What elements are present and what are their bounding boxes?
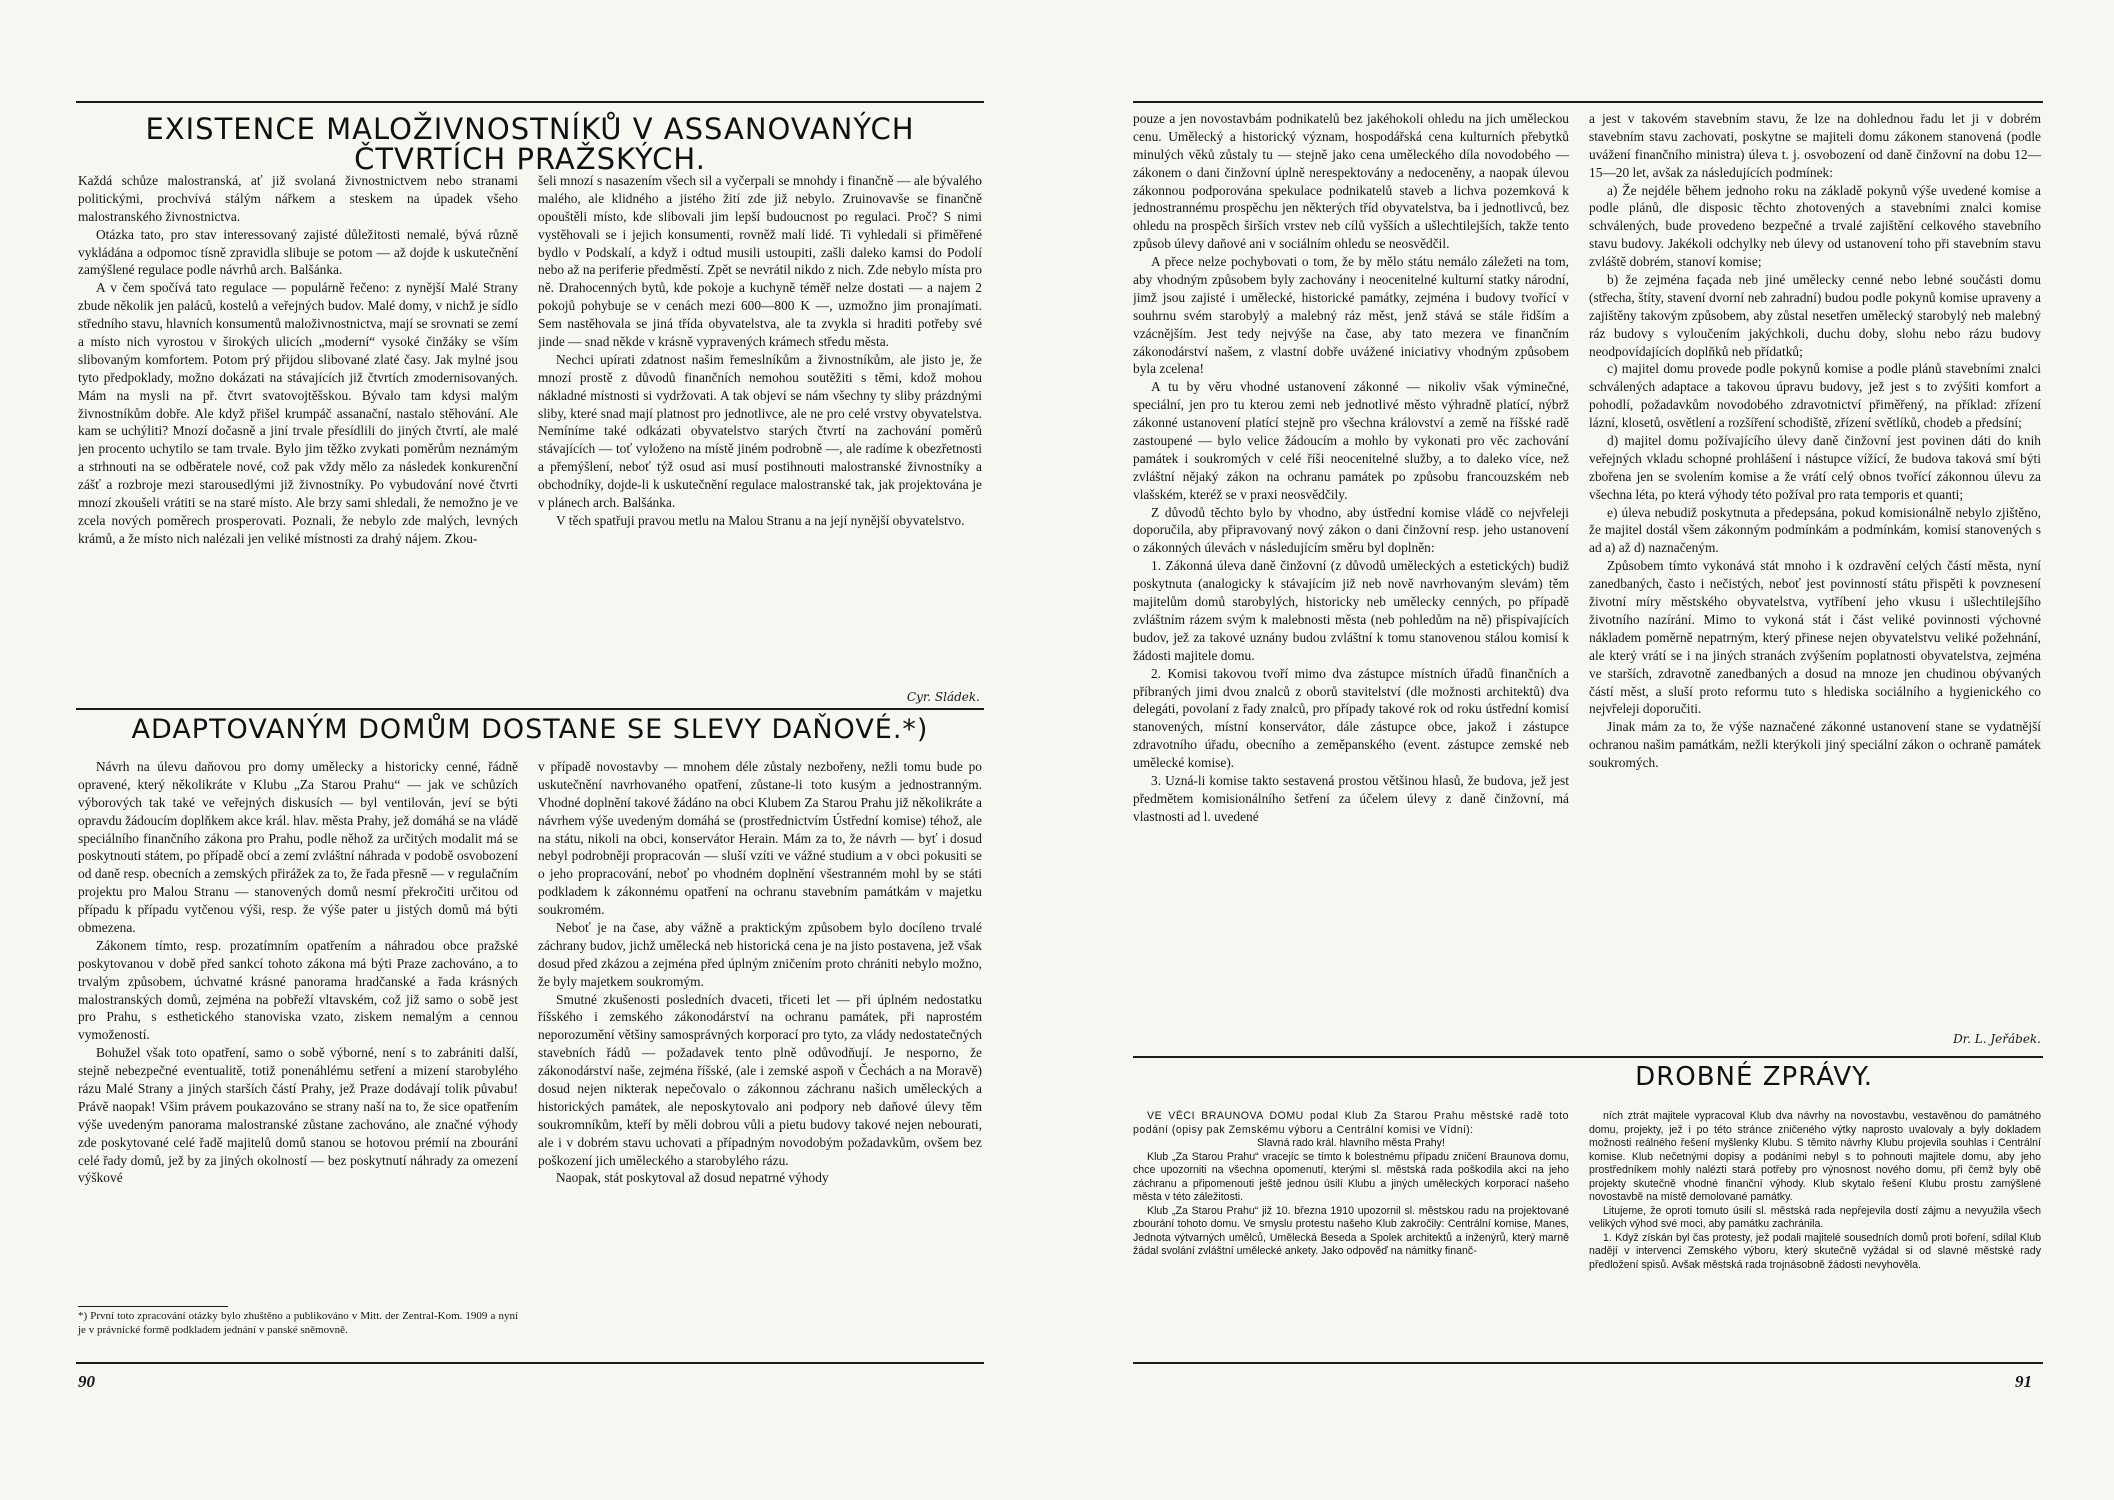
paragraph: Návrh na úlevu daňovou pro domy umělecky a historicky cenné, řádně opravené, který několikráte v Klubu „Za Starou Prahu“ — jak ve schůzích výborových tak také ve veřejných diskusích — byl ventilován, jeví se býti opravdu žádoucím doplňkem akce král. hlav. města Prahy, jež domáhá se na vládě speciálního finančního zákona pro Prahu, podle něhož za určitých modalit má se poskytnouti státem, po případě obcí a zemí zvláštní náhrada v podobě osvobození od daně resp. obecních a zemských přirážek za to, že řada přesně — v regulačním projektu pro Malou Stranu — stanovených domů nesmí překročiti určitou od případu k případu vytčenou výši, resp. že výše pater u jistých domů má býti obmezena. bbox=[78, 759, 518, 936]
right-column-1 bbox=[1133, 110, 1569, 1054]
paragraph: Nechci upírati zdatnost našim řemeslníkům a živnostníkům, ale jisto je, že mnozí prostě z důvodů finančních nemohou soutěžiti s těmi, kdož mohou nákladné místnosti si vydržovati. A tak objeví se nám všechny ty sliby prázdnými sliby, které snad mají platnost pro jednotlivce, ale ne pro celé vrstvy obyvatelstva. Nemíníme také odkázati obyvatelstvo starých čtvrtí na zachování poměrů stávajících — toť vyloženo na místě jiném podrobně —, ale radíme k obezřetnosti a přemýšlení, neboť týž osud asi musí postihnouti malostranské živnostníky a obchodníky, dojde-li k uskutečnění regulace malostranské tak, jak projektována je v plánech arch. Balšánka. bbox=[538, 351, 982, 511]
bottom-rule bbox=[1133, 1362, 2043, 1364]
salutation: Slavná rado král. hlavního města Prahy! bbox=[1257, 1137, 1445, 1150]
paragraph: ních ztrát majitele vypracoval Klub dva návrhy na novostavbu, vestavěnou do památného domu, projekty, jež i po této stránce zničeného výtky naprosto uvalovaly a byly dokladem možnosti reálného řešení myšlenky Klubu. S těmito návrhy Klubu projevila souhlas i Centrální komise. Klub nečetnými dopisy a podáními nebyl s to pohnouti majitele domu, aby jeho prostředníkem mohly nalézti stará potřeby pro výnosnost nového domu, při čemž byly obě projekty skutečně vhodné finanční výhody. Klub skytalo řešení Klubu prostu zamýšlené novostavbě na místě demolované památky. bbox=[1589, 1110, 2041, 1204]
article1-column-1 bbox=[78, 172, 518, 710]
paragraph: 1. Zákonná úleva daně činžovní (z důvodů uměleckých a estetických) budiž poskytnuta (analogicky k stávajícím již neb nově navrhovaným slevám) těm majitelům domů starobylých, historicky neb umělecky cenných, po případě zvláštním rázem svým k malebnosti města (neb pohledům na ně) přispívajících budov, jež za takové uznány budou zvláštní k tomu stanovenou stálou komisí k žádosti majitele domu. bbox=[1133, 558, 1569, 663]
article2-column-1 bbox=[78, 758, 518, 1300]
paragraph: Způsobem tímto vykonává stát mnoho i k ozdravění celých částí města, nyní zanedbaných, často i nečistých, neboť jest povinností státu přispěti k povznesení životní míry městského obyvatelstva, vytříbení jeho vkusu i ušlechtilejšího životního nazírání. Mimo to vykoná stát i část veliké povinnosti výchovné nákladem poměrně nepatrným, který přinese nejen obyvatelstvu veliké požehnání, ale který vrátí se i na jiných stranách zvýšením poplatnosti obyvatelstva, zejména ve starších, zdravotně zanedbaných a dosud na mnoze jen chudinou obývaných částí měst, a sluší proto reformu tuto s hlediska sociálního a hygienického co nejvřeleji doporučiti. bbox=[1589, 558, 2041, 717]
paragraph: 3. Uzná-li komise takto sestavená prostou většinou hlasů, že budova, jež jest předmětem komisionálního šetření za účelem úlevy z daně činžovní, má vlastnosti ad l. uvedené bbox=[1133, 772, 1569, 824]
paragraph: Klub „Za Starou Prahu“ již 10. března 1910 upozornil sl. městskou radu na projektované zbourání tohoto domu. Ve smyslu protestu našeho Klub zakročily: Centrální komise, Manes, Jednota výtvarných umělců, Umělecká Beseda a Spolek architektů a inženýrů, který marně žádal svolání zvláštní umělecké ankety. Jako odpověď na námitky finanč- bbox=[1133, 1204, 1569, 1258]
paragraph: A přece nelze pochybovati o tom, že by mělo státu nemálo záležeti na tom, aby vhodným způsobem byly zachovány i neocenitelné kulturní statky národní, jimž jsou zajisté i umělecké, historické památky, zejména i budovy tvořící v souhrnu svém starobylý a malebný ráz měst, jenž stává se stále řidším a vzácnějším. Jest tedy nejvýše na čase, aby tato mezera ve finančním zákonodárství našem, z vlastní dobře uvážené iniciativy vhodným způsobem byla zcelena! bbox=[1133, 254, 1569, 377]
headline-adaptovanym: ADAPTOVANÝM DOMŮM DOSTANE SE SLEVY DAŇOVÉ.*) bbox=[131, 714, 929, 745]
paragraph: c) majitel domu provede podle pokynů komise a podle plánů stavebními znalci schválených adaptace a takovou úpravu budovy, jež jest s to zvýšiti komfort a pohodlí, požadavkům novodobého zdravotnictví přiměřený, na příklad: zřízení lázní, klosetů, osvětlení a rozšíření schodiště, zřízení světlíků, chodeb a předsíní; bbox=[1589, 361, 2041, 431]
section-rule bbox=[1133, 1056, 2043, 1058]
top-rule bbox=[1133, 101, 2043, 103]
signature-sladek: Cyr. Sládek. bbox=[906, 690, 980, 704]
paragraph: Každá schůze malostranská, ať již svolaná živnostnictvem nebo stranami politickými, prochvívá stálým nářkem a steskem na úpadek všeho malostranského živnostnictva. bbox=[78, 173, 518, 224]
paragraph: V těch spatřuji pravou metlu na Malou Stranu a na její nynější obyvatelstvo. bbox=[556, 512, 965, 528]
paragraph: Bohužel však toto opatření, samo o sobě výborné, není s to zabrániti další, stejně nebezpečné eventualitě, totiž ponenáhlému setření a mizení starobylého rázu Malé Strany a jiných starších částí Prahy, jež Praze dodávají tolik půvabu! Právě naopak! Všim právem poukazováno se strany naší na to, že sice opatřením výše uvedeným panorama malostranské zůstane zachováno, ale značné výhody zde poskytované celé řadě majitelů domů stanou se hotovou prémií na zbourání celé řady domů, jež by za jiných okolností — bez poskytnutí náhrady za omezení výškové bbox=[78, 1045, 518, 1186]
paragraph: a jest v takovém stavebním stavu, že lze na dohlednou řadu let ji v dobrém stavebním stavu zachovati, poskytne se majiteli domu zákonem stanovená (podle uvážení finančního ministra) úleva t. j. osvobození od daně činžovní na dobu 12—15—20 let, avšak za následujících podmínek: bbox=[1589, 111, 2041, 180]
paragraph: a) Že nejdéle během jednoho roku na základě pokynů výše uvedené komise a podle plánů, dle disposic těchto zhotovených a stavebními znalci komise schválených, bude provedeno bezpečné a trvalé zajištění celkového stavebního stavu budovy. Jakékoli odchylky neb úlevy od ustanovení toho při stavebním stavu zvláště dobrém, stanoví komise; bbox=[1589, 182, 2041, 270]
footnote: *) První toto zpracování otázky bylo zhuštěno a publikováno v Mitt. der Zentral-Kom. 1909 a nyní je v právnické formě podkladem jednání v panské sněmovně. bbox=[78, 1310, 518, 1336]
article2-column-2 bbox=[538, 758, 982, 1356]
paragraph: 1. Když získán byl čas protesty, jež podali majitelé sousedních domů proti boření, sdílal Klub nadějí v intervenci Zemského výboru, který skutečně vyžádal si od slavné městské rady předložení spisů. Avšak městská rada trojnásobně žádosti nevyhověla. bbox=[1589, 1231, 2041, 1272]
paragraph: e) úleva nebudiž poskytnuta a předepsána, pokud komisionálně nebylo zjištěno, že majitel dostál všem zákonným podmínkám a podmínkám, komisí stanovených s ad a) až d) naznačeným. bbox=[1589, 504, 2041, 556]
paragraph: v případě novostavby — mnohem déle zůstaly nezbořeny, nežli tomu bude po uskutečnění navrhovaného opatření, zůstane-li toto kusým a jednostranným. Vhodné doplnění takové žádáno na obci Klubem Za Starou Prahu již několikráte a návrhem výše uvedeným domáhá se (prostřednictvím Ústřední komise) téhož, ale na státu, nikoli na obci, konservátor Herain. Mám za to, že návrh — byť i dosud nebyl podrobněji propracován — sluší vzíti ve vážné studium a v obci pokusiti se o jeho propracování, neboť po vhodném doplnění všestranném mohl by se státi podkladem k zákonnému opatření na ochranu stavebním památkám v majetku soukromém. bbox=[538, 759, 982, 918]
paragraph: A tu by věru vhodné ustanovení zákonné — nikoliv však výminečné, speciální, jen pro tu kterou zemi neb jednotlivé město výhradně platící, nýbrž zákonné ustanovení platící stejně pro všechna království a země na říšské radě zastoupené — bylo velice žádoucím a mohlo by vykonati pro věc zachování památek i soukromých v celé říši neocenitelné služby, a to daleko více, než zvláštní nějaký zákon na ochranu památek po způsobu francouzském neb vlašském, kteréž se v praxi neosvědčily. bbox=[1133, 379, 1569, 502]
headline-existence: EXISTENCE MALOŽIVNOSTNÍKŮ V ASSANOVANÝCH ČTVRTÍCH PRAŽSKÝCH. bbox=[145, 112, 915, 177]
paragraph: pouze a jen novostavbám podnikatelů bez jakéhokoli ohledu na jich uměleckou cenu. Umělecký a historický význam, hospodářská cena kulturních přebytků minulých věků zůstaly tu — stejně jako cena uměleckého díla novodobého — zákonem o dani činžovní úplně nerespektovány a nedoceněny, a naopak úlevou zákonnou podporována spekulace podnikatelů staveb a lichva pozemková k jednostrannému prospěchu jen některých tříd obyvatelstva, ba i jednotlivců, bez ohledu na prospěch širších vrstev neb cílů vyšších a ušlechtilejších, takže tento způsob úlevy daňové ani v sociálním ohledu se neosvědčil. bbox=[1133, 111, 1569, 252]
paragraph: Otázka tato, pro stav interessovaný zajisté důležitosti nemalé, bývá různě vykládána a odpomoc tísně zpravidla slibuje se potom — až dojde k uskutečnění zamýšlené regulace podle návrhů arch. Balšánka. bbox=[78, 226, 518, 278]
article1-column-2 bbox=[538, 172, 982, 690]
paragraph: Naopak, stát poskytoval až dosud nepatrné výhody bbox=[556, 1170, 829, 1186]
footnote-rule bbox=[78, 1306, 228, 1307]
right-page bbox=[1057, 0, 2114, 1500]
paragraph: Z důvodů těchto bylo by vhodno, aby ústřední komise vládě co nejvřeleji doporučila, aby připravovaný nový zákon o dani činžovní resp. jeho ustanovení o zákonných úlevách v následujícím směru byl doplněn: bbox=[1133, 504, 1569, 556]
paragraph: Litujeme, že oproti tomuto úsilí sl. městská rada nepřejevila dostí zájmu a nevyužila všech velikých výhod své moci, aby památku zachránila. bbox=[1589, 1204, 2041, 1231]
paragraph: VE VĚCI BRAUNOVA DOMU podal Klub Za Starou Prahu městské radě toto podání (opisy pak Zemskému výboru a Centrální komisi ve Vídni): bbox=[1133, 1110, 1569, 1136]
paragraph: Zákonem tímto, resp. prozatímním opatřením a náhradou obce pražské poskytovanou v době před sankcí tohoto zákona má býti Praze zachováno, a to trvalým způsobem, úchvatné krásné panorama hradčanské a řada krásných malostranských domů, zejména na pobřeží vltavském, což již samo o sobě jest pro Prahu, s esthetického stanoviska vzato, ziskem nemalým a cennou vymožeností. bbox=[78, 937, 518, 1043]
paragraph: 2. Komisi takovou tvoří mimo dva zástupce místních úřadů finančních a příbraných jimi dvou znalců z oborů stavitelství (dle možnosti architektů) dva delegáti, povolaní z řady znalců, pro případy takové rok od roku ústřední komisí stanovených, místní konservátor, dále zástupce obce, jakož i zástupce zdravotního úřadu, obecního a zeměpanského (event. zástupce zemské neb umělecké komise). bbox=[1133, 665, 1569, 771]
news-column-1 bbox=[1133, 1110, 1569, 1350]
paragraph: d) majitel domu požívajícího úlevy daně činžovní jest povinen dáti do knih veřejných vkladu schopné prohlášení i nástupce vížící, že budova taková smí býti zbořena jen se svolením komise a že vrátí celý obnos tvořící zákonnou úlevu za všechna léta, po která výhody této požíval pro rata temporis et quanti; bbox=[1589, 433, 2041, 502]
headline-drobne-zpravy: DROBNÉ ZPRÁVY. bbox=[1635, 1062, 1873, 1092]
paragraph: Neboť je na čase, aby vážně a praktickým způsobem bylo docíleno trvalé záchrany budov, jichž umělecká neb historická cena je na jisto postavena, jež však dosud před zkázou a zejména před úplným zničením proto chrániti nebylo možno, že byly majetkem soukromým. bbox=[538, 920, 982, 989]
section-rule bbox=[76, 708, 984, 710]
signature-jerabek: Dr. L. Jeřábek. bbox=[1953, 1032, 2041, 1046]
top-rule bbox=[76, 101, 984, 103]
right-column-2 bbox=[1589, 110, 2041, 1030]
page-number: 90 bbox=[78, 1372, 95, 1391]
paragraph: Klub „Za Starou Prahu“ vracejíc se tímto k bolestnému případu zničení Braunova domu, chce upozorniti na všechna opomenutí, kterými sl. městská rada poškodila akci na jeho záchranu a připomenouti ještě jednou úsilí Klubu a jiných uměleckých korporací našeho města v této záležitosti. bbox=[1133, 1150, 1569, 1204]
paragraph: šeli mnozí s nasazením všech sil a vyčerpali se mnohdy i finančně — ale bývalého malého, ale klidného a jistého žití zde již nebylo. Zruinovavše se finančně opouštěli místo, kde slibovali jim lepší budoucnost po regulaci. Proč? S nimi vystěhovali se i jejich konsumenti, rovněž malí lidé. Ti vyhledali si přiměřené bydlo v Podskalí, a když i odtud musili ustoupiti, zašli daleko kamsi do Podolí nebo až na periferie předměstí. Zpět se nevrátil nikdo z nich. Zde nebylo místa pro ně. Drahocenných bytů, kde pokoje a kuchyně téměř nelze dostati — a najem 2 pokojů pohybuje se v cenách mezi 600—800 K —, uzmožno jim pronajímati. Sem nastěhovala se jiná třída obyvatelstva, ale ta zvykla si hraditi potřeby své jinde — snad někde v krásně vypravených krámech středu města. bbox=[538, 173, 982, 350]
page-number: 91 bbox=[2015, 1372, 2032, 1391]
news-column-2 bbox=[1589, 1110, 2041, 1350]
bottom-rule bbox=[76, 1362, 984, 1364]
paragraph: Smutné zkušenosti posledních dvaceti, třiceti let — při úplném nedostatku říšského i zemského zákonodárství na ochranu památek, při naprostém neporozumění většiny samosprávných korporací pro tyto, za vlády nedostatečných stavebních řádů — požadavek tento plně odůvodňují. Je nesporno, že zákonodárství naše, zejména říšské, (ale i zemské aspoň v Čechách a na Moravě) dosud nejen nikterak nepečovalo o zákonnou záchranu našich uměleckých a historických památek, ale neposkytovalo ani podpory neb daňové úlevy těm soukromníkům, kteří by měli dobrou vůli a pietu budovy takové nejen nebourati, ale i v dobrém stavu uchovati a případným novodobým požadavkům, ovšem bez poškození jich uměleckého a starobylého rázu. bbox=[538, 991, 982, 1168]
paragraph: A v čem spočívá tato regulace — populárně řečeno: z nynější Malé Strany zbude několik jen paláců, kostelů a veřejných budov. Malé domy, v nichž je sídlo středního stavu, hlavních konsumentů maloživnostnictva, mají se srovnati se zemí a místo nich vyrostou v širokých ulicích „moderní“ vysoké činžáky se vším slibovaným komfortem. Potom prý přijdou slibované zlaté časy. Jak mylné jsou tyto předpoklady, možno dokázati na stávajících již čtvrtích zmodernisovaných. Mám na mysli na př. čtvrt svatovojtěšskou. Bývalo tam kdysi malým živnostníkům dobře. Ale když přišel krumpáč assanační, nastalo stěhování. Ale kam se uchýliti? Mnozí dočasně a jiní trvale přesídlili do jiných čtvrtí, ale malé jen procento uchytilo se tam trvale. Bylo jim těžko zvykati poměrům neznámým a strhnouti na se odběratele nové, což pak vždy mělo za následek konkurenční zášť a rozbroje mezi starousedlými již živnostníky. Po vybudování nové čtvrti mnozí zkoušeli vrátiti se na staré místo. Ale brzy sami shledali, že nemožno je ve zcela nových poměrech prosperovati. Poznali, že nebylo zde malých, levných krámů, a že místo nich nalézali jen veliké místnosti za drahý nájem. Zkou- bbox=[78, 280, 518, 546]
paragraph: Jinak mám za to, že výše naznačené zákonné ustanovení stane se vydatnější ochranou našim památkám, nežli kterýkoli jiný speciální zákon o ochraně památek soukromých. bbox=[1589, 719, 2041, 771]
paragraph: b) že zejména façada neb jiné umělecky cenné nebo lebné součásti domu (střecha, štíty, stavení dvorní neb zahradní) budou podle pokynů komise upraveny a zajištěny takovým způsobem, aby zůstal nesetřen umělecký starobylý neb malebný ráz budovy s vyloučením jakýchkoli, duchu doby, slohu nebo rázu budovy neodpovídajících doplňků neb přídatků; bbox=[1589, 272, 2041, 359]
